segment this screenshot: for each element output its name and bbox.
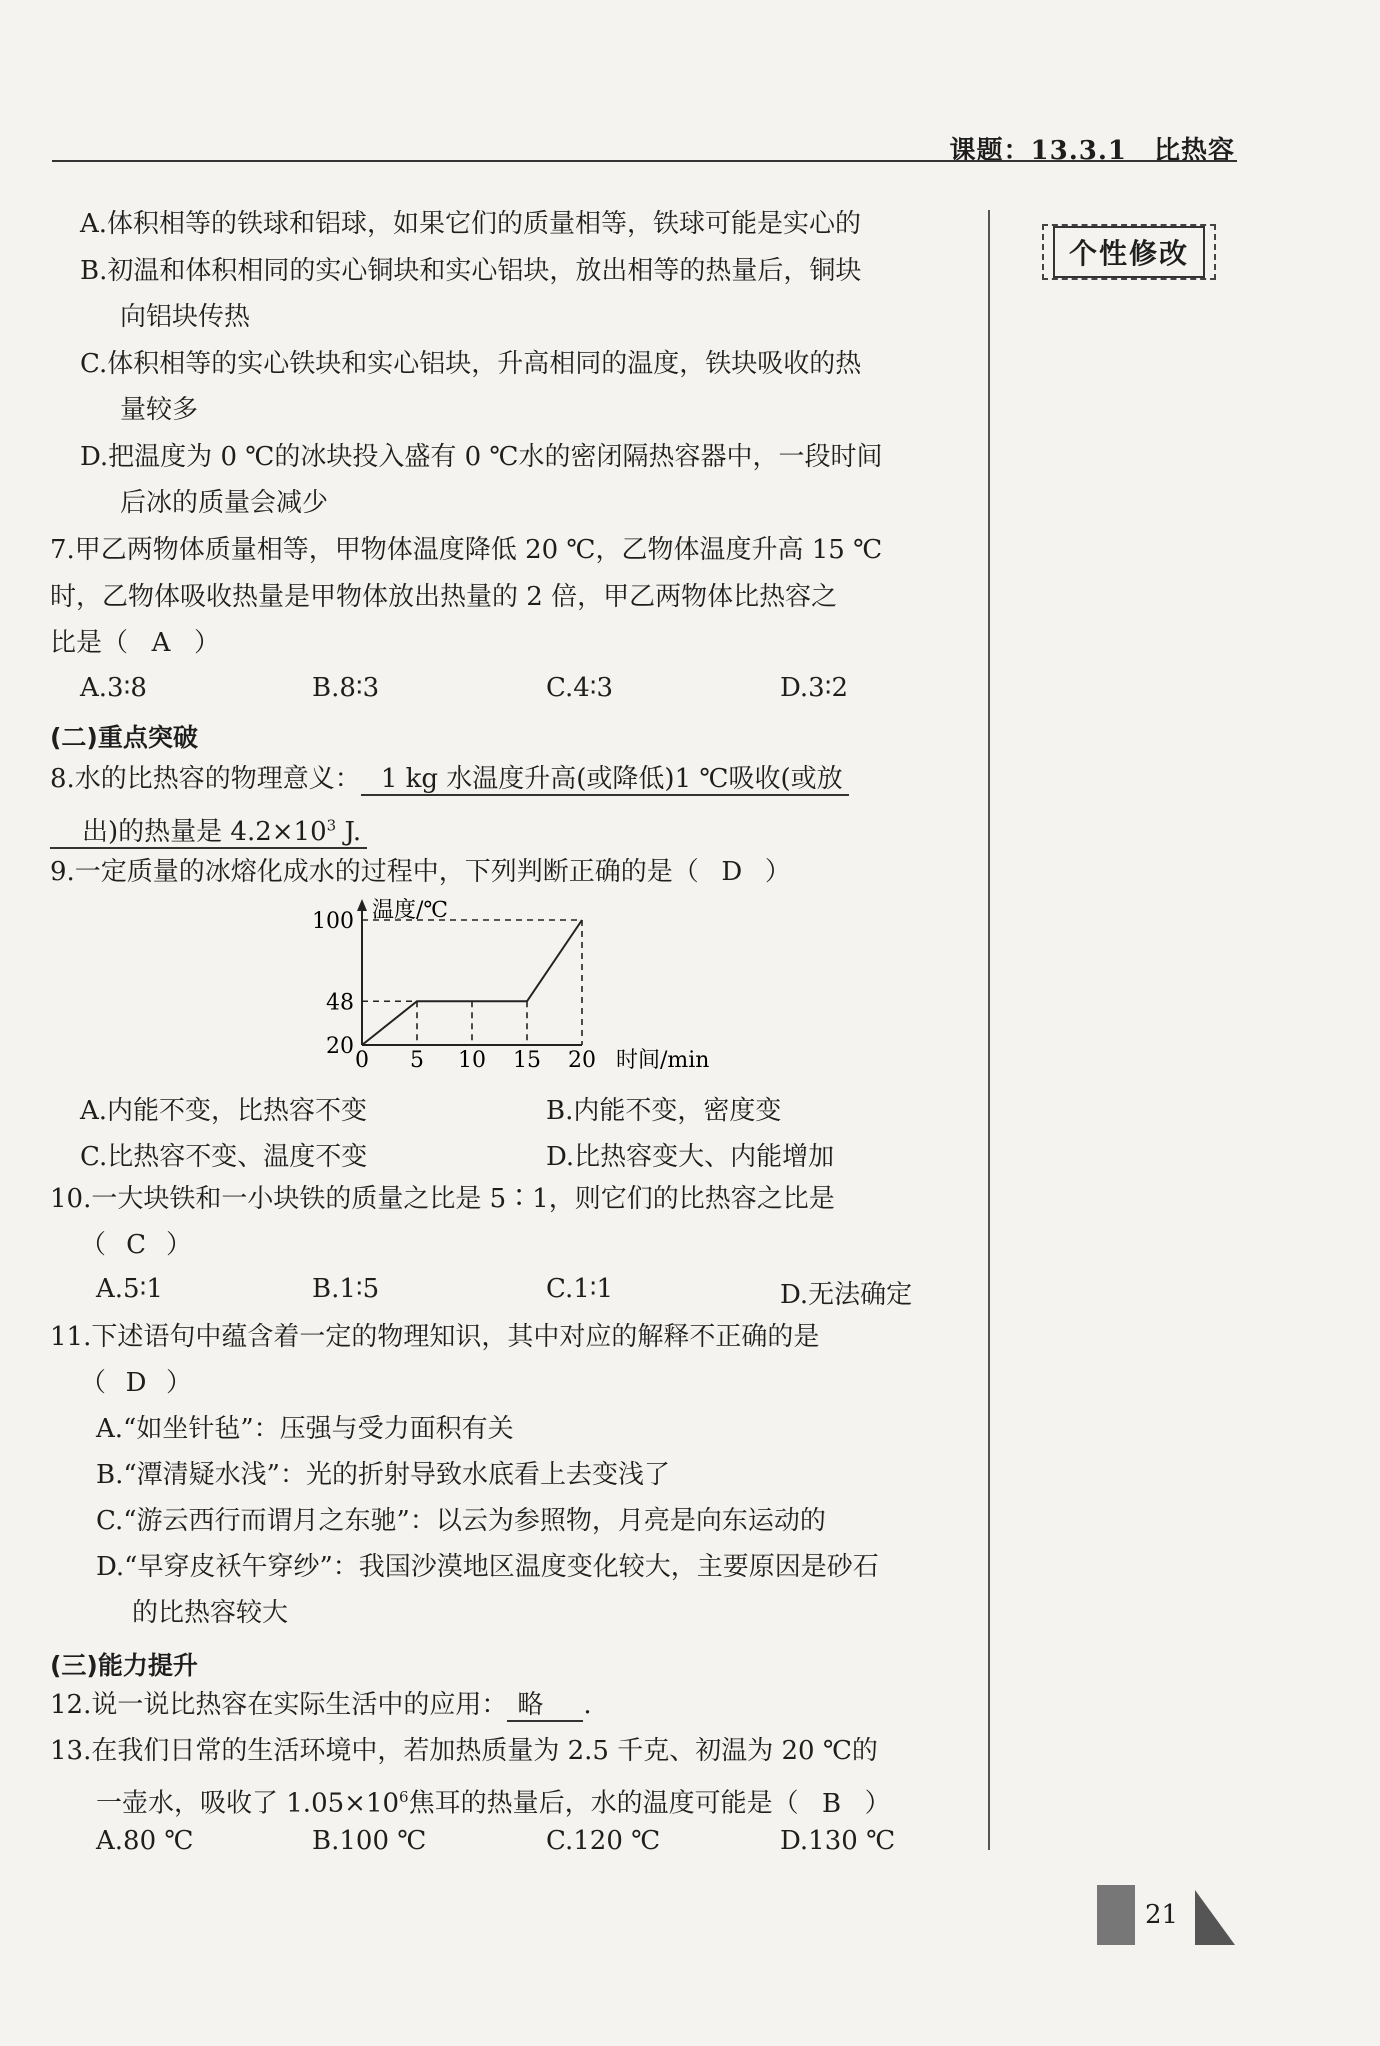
q8-exponent: 3 bbox=[326, 816, 337, 834]
q13-stem-a: 一壶水，吸收了 1.05×10 bbox=[96, 1788, 400, 1819]
q7-close: ） bbox=[194, 628, 221, 658]
q8-unit: J. bbox=[336, 816, 362, 847]
page-number: 21 bbox=[1145, 1900, 1179, 1930]
q11-answer: D bbox=[125, 1368, 147, 1398]
q10-option-c: C.1∶1 bbox=[546, 1274, 614, 1304]
q7-line1: 7.甲乙两物体质量相等，甲物体温度降低 20 ℃，乙物体温度升高 15 ℃ bbox=[50, 535, 883, 565]
q8-answer-text: 出)的热量是 4.2×10 bbox=[82, 816, 327, 847]
q6-option-d-cont: 后冰的质量会减少 bbox=[120, 488, 329, 518]
q10-option-a: A.5∶1 bbox=[96, 1274, 163, 1304]
header-divider bbox=[52, 160, 1237, 162]
q8-stem: 8.水的比热容的物理意义： bbox=[50, 764, 361, 794]
q7-option-c: C.4∶3 bbox=[546, 673, 614, 703]
q10-line1: 10.一大块铁和一小块铁的质量之比是 5∶1，则它们的比热容之比是 bbox=[50, 1184, 835, 1214]
q11-close: ） bbox=[166, 1368, 193, 1398]
q11-option-d-cont: 的比热容较大 bbox=[132, 1598, 289, 1628]
y-tick-100: 100 bbox=[312, 909, 354, 934]
q11-option-b: B.“潭清疑水浅”：光的折射导致水底看上去变浅了 bbox=[96, 1460, 670, 1490]
section-heading-2: (二)重点突破 bbox=[50, 723, 198, 752]
q10-option-d: D.无法确定 bbox=[780, 1280, 913, 1310]
q13-option-d: D.130 ℃ bbox=[780, 1826, 896, 1856]
margin-note-box bbox=[1042, 224, 1216, 280]
x-axis-label: 时间/min bbox=[616, 1048, 710, 1073]
q13-close: ） bbox=[864, 1788, 891, 1819]
q9-line1 bbox=[50, 855, 791, 889]
q6-option-b-cont: 向铝块传热 bbox=[120, 302, 251, 332]
q11-option-a: A.“如坐针毡”：压强与受力面积有关 bbox=[96, 1414, 514, 1444]
q8-answer-part2 bbox=[50, 817, 367, 849]
q13-option-c: C.120 ℃ bbox=[546, 1826, 661, 1856]
q12-end: . bbox=[583, 1690, 592, 1720]
q13-exponent: 6 bbox=[399, 1788, 409, 1806]
y-tick-48: 48 bbox=[326, 990, 354, 1016]
q12-line bbox=[50, 1688, 592, 1722]
q7-option-d: D.3∶2 bbox=[780, 673, 849, 703]
lesson-title: 课题：13.3.1 比热容 bbox=[949, 136, 1235, 166]
q7-stem-end: 比是（ bbox=[50, 628, 129, 658]
q7-line3 bbox=[50, 626, 220, 660]
q9-stem: 9.一定质量的冰熔化成水的过程中，下列判断正确的是（ bbox=[50, 857, 699, 887]
q7-option-b: B.8∶3 bbox=[312, 673, 380, 703]
page-marker-block bbox=[1097, 1885, 1135, 1945]
q7-answer: A bbox=[151, 628, 171, 658]
q11-option-c: C.“游云西行而谓月之东驰”：以云为参照物，月亮是向东运动的 bbox=[96, 1506, 826, 1536]
q12-answer: 略 bbox=[507, 1690, 583, 1722]
temperature-time-chart bbox=[312, 895, 740, 1080]
q7-line2: 时，乙物体吸收热量是甲物体放出热量的 2 倍，甲乙两物体比热容之 bbox=[50, 582, 838, 612]
y-axis-label: 温度/℃ bbox=[372, 898, 449, 923]
x-tick-10: 10 bbox=[458, 1048, 486, 1073]
q9-option-a: A.内能不变，比热容不变 bbox=[80, 1096, 368, 1126]
q11-answer-line bbox=[80, 1366, 192, 1400]
q13-line2 bbox=[96, 1780, 891, 1821]
y-tick-20: 20 bbox=[326, 1034, 354, 1059]
y-axis-arrow bbox=[357, 899, 367, 911]
q10-close: ） bbox=[166, 1230, 193, 1260]
q6-option-d: D.把温度为 0 ℃的冰块投入盛有 0 ℃水的密闭隔热容器中，一段时间 bbox=[80, 442, 883, 472]
x-tick-20: 20 bbox=[568, 1048, 596, 1073]
q10-option-b: B.1∶5 bbox=[312, 1274, 380, 1304]
q9-option-d: D.比热容变大、内能增加 bbox=[546, 1142, 835, 1172]
x-tick-15: 15 bbox=[513, 1048, 541, 1073]
q12-stem: 12.说一说比热容在实际生活中的应用： bbox=[50, 1690, 508, 1720]
q10-answer-line bbox=[80, 1228, 192, 1262]
x-tick-0: 0 bbox=[355, 1048, 369, 1073]
q6-option-a: A.体积相等的铁球和铝球，如果它们的质量相等，铁球可能是实心的 bbox=[80, 209, 862, 239]
q8-answer-part1: 1 kg 水温度升高(或降低)1 ℃吸收(或放 bbox=[361, 764, 849, 796]
q6-option-c: C.体积相等的实心铁块和实心铝块，升高相同的温度，铁块吸收的热 bbox=[80, 349, 862, 379]
q13-answer: B bbox=[822, 1788, 842, 1819]
q13-stem-b: 焦耳的热量后，水的温度可能是（ bbox=[408, 1788, 799, 1819]
q11-line1: 11.下述语句中蕴含着一定的物理知识，其中对应的解释不正确的是 bbox=[50, 1322, 820, 1352]
q10-open: （ bbox=[80, 1230, 107, 1260]
q7-option-a: A.3∶8 bbox=[80, 673, 147, 703]
q10-answer: C bbox=[126, 1230, 146, 1260]
q11-option-d: D.“早穿皮袄午穿纱”：我国沙漠地区温度变化较大，主要原因是砂石 bbox=[96, 1552, 879, 1582]
q9-option-c: C.比热容不变、温度不变 bbox=[80, 1142, 368, 1172]
q8-line2 bbox=[50, 808, 367, 849]
q11-open: （ bbox=[80, 1368, 107, 1398]
margin-divider bbox=[988, 210, 990, 1850]
guide-lines bbox=[362, 920, 582, 1045]
q9-close: ） bbox=[764, 857, 791, 887]
q13-line1: 13.在我们日常的生活环境中，若加热质量为 2.5 千克、初温为 20 ℃的 bbox=[50, 1736, 878, 1766]
q6-option-c-cont: 量较多 bbox=[120, 395, 199, 425]
q8-line1 bbox=[50, 762, 849, 796]
q9-answer: D bbox=[721, 857, 743, 887]
page-corner-triangle bbox=[1195, 1890, 1235, 1945]
margin-note-label: 个性修改 bbox=[1053, 226, 1205, 278]
section-heading-3: (三)能力提升 bbox=[50, 1651, 198, 1680]
q13-option-a: A.80 ℃ bbox=[96, 1826, 194, 1856]
q13-option-b: B.100 ℃ bbox=[312, 1826, 427, 1856]
x-tick-5: 5 bbox=[410, 1048, 424, 1073]
q9-option-b: B.内能不变，密度变 bbox=[546, 1096, 782, 1126]
q6-option-b: B.初温和体积相同的实心铜块和实心铝块，放出相等的热量后，铜块 bbox=[80, 256, 862, 286]
